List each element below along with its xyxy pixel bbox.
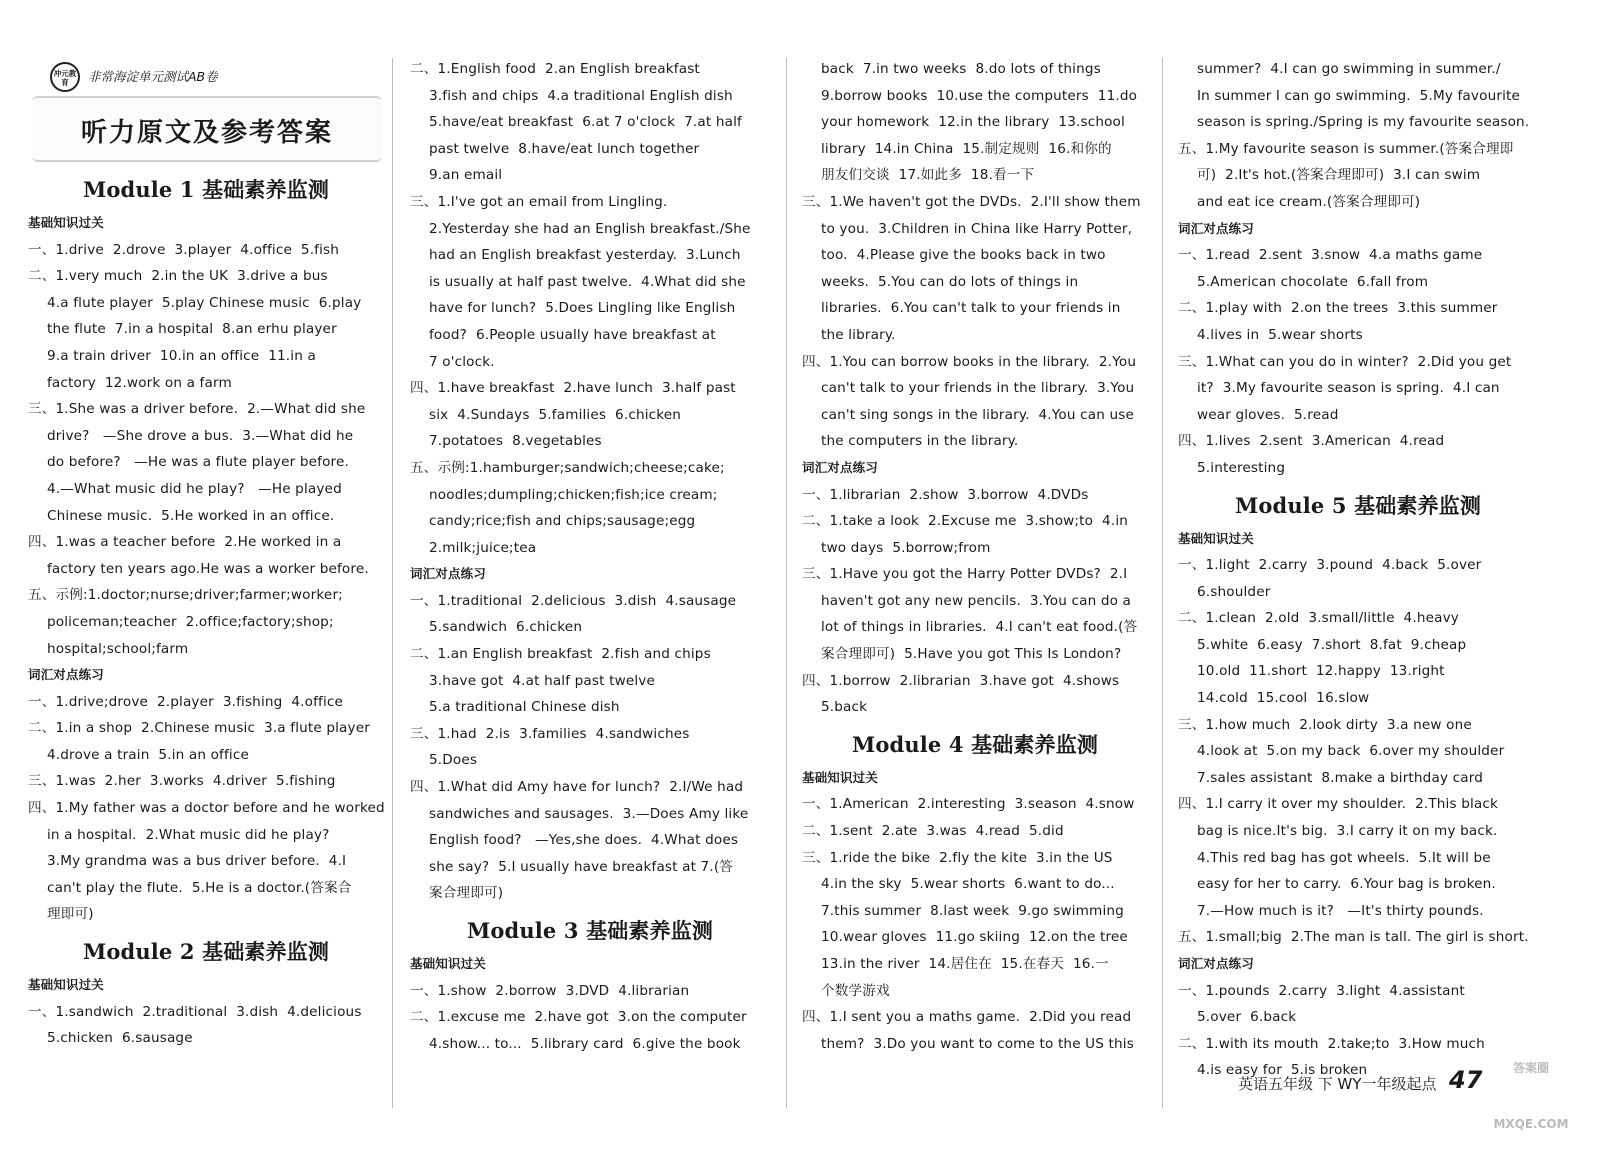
answer-line: easy for her to carry. 6.Your bag is broken.: [1197, 876, 1496, 893]
answer-line: 三、1.I've got an email from Lingling.: [410, 193, 668, 210]
answer-line: 二、1.excuse me 2.have got 3.on the computer: [410, 1009, 747, 1026]
answer-line: bag is nice.It's big. 3.I carry it on my back.: [1197, 823, 1498, 840]
answer-line: 5.over 6.back: [1197, 1009, 1297, 1026]
section-heading: 基础知识过关: [410, 956, 486, 971]
answer-line: 五、示例:1.doctor;nurse;driver;farmer;worker;: [28, 587, 343, 604]
section-heading: 基础知识过关: [28, 977, 104, 993]
answer-line: six 4.Sundays 5.families 6.chicken: [429, 406, 682, 423]
answer-line: and eat ice cream.(答案合理即可): [1197, 193, 1421, 210]
answer-line: drive? —She drove a bus. 3.—What did he: [47, 427, 354, 444]
answer-line: 一、1.traditional 2.delicious 3.dish 4.sausage: [410, 592, 737, 609]
answer-line: 三、1.What can you do in winter? 2.Did you get: [1178, 353, 1512, 370]
answer-line: 一、1.light 2.carry 3.pound 4.back 5.over: [1178, 557, 1482, 574]
answer-column-4: [1178, 56, 1538, 1084]
answer-line: 三、1.We haven't got the DVDs. 2.I'll show them: [802, 193, 1141, 210]
answer-line: 4.show... to... 5.library card 6.give the book: [429, 1035, 741, 1052]
answer-line: do before? —He was a flute player before.: [47, 454, 349, 471]
answer-line: 朋友们交谈 17.如此多 18.看一下: [821, 167, 1035, 184]
answer-line: policeman;teacher 2.office;factory;shop;: [47, 613, 334, 630]
answer-line: 一、1.librarian 2.show 3.borrow 4.DVDs: [802, 486, 1089, 503]
answer-line: hospital;school;farm: [47, 640, 189, 657]
answer-line: 9.borrow books 10.use the computers 11.do: [821, 87, 1138, 104]
answer-line: them? 3.Do you want to come to the US this: [821, 1035, 1134, 1052]
answer-line: 四、1.I carry it over my shoulder. 2.This black: [1178, 796, 1499, 813]
answer-line: summer? 4.I can go swimming in summer./: [1197, 61, 1501, 77]
answer-line: 三、1.Have you got the Harry Potter DVDs? 2.I: [802, 566, 1128, 583]
answer-line: it? 3.My favourite season is spring. 4.I can: [1197, 380, 1500, 397]
page-number: 47: [1449, 1066, 1483, 1094]
answer-line: sandwiches and sausages. 3.—Does Amy like: [429, 805, 749, 822]
answer-line: to you. 3.Children in China like Harry Potter,: [821, 220, 1133, 237]
section-heading: 词汇对点练习: [1178, 220, 1254, 236]
answer-line: 10.wear gloves 11.go skiing 12.on the tree: [821, 929, 1128, 946]
answer-line: can't sing songs in the library. 4.You can use: [821, 406, 1134, 423]
answer-column-3: [802, 56, 1148, 1057]
answer-line: can't play the flute. 5.He is a doctor.(答案合: [47, 879, 352, 896]
answer-line: 13.in the river 14.居住在 15.在春天 16.一: [821, 956, 1109, 972]
answer-line: 4.This red bag has got wheels. 5.It will be: [1197, 849, 1491, 866]
title-banner: [32, 96, 382, 162]
answer-line: 一、1.drive 2.drove 3.player 4.office 5.fish: [28, 241, 340, 258]
section-heading: 基础知识过关: [802, 769, 878, 785]
answer-line: 5.back: [821, 699, 868, 716]
answer-line: factory ten years ago.He was a worker before.: [47, 560, 369, 577]
brand-header: [46, 62, 376, 96]
answer-line: the flute 7.in a hospital 8.an erhu player: [47, 321, 337, 338]
section-heading: 词汇对点练习: [1178, 956, 1254, 971]
answer-line: 四、1.You can borrow books in the library. 2.You: [802, 353, 1137, 370]
answer-line: 理即可): [47, 906, 94, 923]
answer-line: 9.an email: [429, 167, 503, 184]
answer-line: 2.Yesterday she had an English breakfast./She: [429, 220, 751, 237]
answer-line: 四、1.lives 2.sent 3.American 4.read: [1178, 433, 1445, 450]
answer-line: the library.: [821, 326, 896, 343]
watermark-logo: 答案圈 MXQE.COM: [1493, 1061, 1569, 1131]
answer-line: 二、1.very much 2.in the UK 3.drive a bus: [28, 268, 328, 285]
answer-line: 四、1.I sent you a maths game. 2.Did you read: [802, 1009, 1132, 1026]
answer-line: library 14.in China 15.制定规则 16.和你的: [821, 140, 1112, 157]
answer-line: 一、1.American 2.interesting 3.season 4.snow: [802, 796, 1135, 813]
section-heading: 词汇对点练习: [410, 566, 486, 582]
answer-line: In summer I can go swimming. 5.My favourite: [1197, 87, 1520, 104]
answer-line: two days 5.borrow;from: [821, 539, 991, 556]
answer-line: haven't got any new pencils. 3.You can do a: [821, 592, 1132, 609]
answer-line: wear gloves. 5.read: [1197, 406, 1339, 423]
answer-line: 二、1.with its mouth 2.take;to 3.How much: [1178, 1035, 1485, 1052]
answer-line: back 7.in two weeks 8.do lots of things: [821, 61, 1101, 77]
answer-line: 2.milk;juice;tea: [429, 539, 537, 556]
answer-line: can't talk to your friends in the library. 3.You: [821, 380, 1135, 397]
answer-line: 7.sales assistant 8.make a birthday card: [1197, 769, 1483, 786]
answer-line: 三、1.She was a driver before. 2.—What did she: [28, 401, 366, 418]
answer-line: 可) 2.It's hot.(答案合理即可) 3.I can swim: [1197, 167, 1481, 184]
answer-line: noodles;dumpling;chicken;fish;ice cream;: [429, 486, 718, 503]
answer-line: 五、示例:1.hamburger;sandwich;cheese;cake;: [410, 459, 725, 476]
answer-line: 4.is easy for 5.is broken: [1197, 1062, 1368, 1079]
answer-line: 个数学游戏: [821, 982, 890, 999]
answer-line: season is spring./Spring is my favourite season.: [1197, 114, 1530, 131]
answer-line: 二、1.play with 2.on the trees 3.this summer: [1178, 300, 1498, 317]
answer-line: 4.drove a train 5.in an office: [47, 746, 249, 763]
answer-line: 一、1.drive;drove 2.player 3.fishing 4.office: [28, 693, 344, 710]
answer-line: 四、1.My father was a doctor before and he worked: [28, 800, 385, 817]
answer-line: lot of things in libraries. 4.I can't eat food.(答: [821, 619, 1138, 636]
answer-line: past twelve 8.have/eat lunch together: [429, 140, 700, 157]
section-heading: 词汇对点练习: [802, 459, 878, 475]
page-title: 听力原文及参考答案: [80, 118, 333, 148]
answer-line: 5.interesting: [1197, 459, 1286, 476]
answer-line: 二、1.take a look 2.Excuse me 3.show;to 4.in: [802, 513, 1129, 530]
module-heading: Module 1 基础素养监测: [82, 177, 330, 202]
answer-line: 5.American chocolate 6.fall from: [1197, 273, 1429, 290]
answer-line: 一、1.show 2.borrow 3.DVD 4.librarian: [410, 982, 690, 999]
module-heading: Module 2 基础素养监测: [82, 939, 330, 965]
series-name: 非常海淀单元测试AB卷: [88, 69, 218, 84]
answer-line: 三、1.had 2.is 3.families 4.sandwiches: [410, 725, 690, 742]
answer-line: weeks. 5.You can do lots of things in: [821, 273, 1079, 290]
answer-line: 5.chicken 6.sausage: [47, 1030, 193, 1047]
answer-column-1: [28, 166, 384, 1052]
answer-line: 4.—What music did he play? —He played: [47, 480, 342, 497]
answer-line: 10.old 11.short 12.happy 13.right: [1197, 663, 1445, 680]
module-heading: Module 3 基础素养监测: [466, 918, 714, 943]
section-heading: 基础知识过关: [1178, 530, 1254, 546]
publisher-logo: 冲元教育: [50, 62, 80, 92]
module-heading: Module 5 基础素养监测: [1234, 492, 1482, 518]
column-divider: [786, 58, 787, 1108]
answer-line: had an English breakfast yesterday. 3.Lunch: [429, 247, 741, 264]
answer-line: 五、1.small;big 2.The man is tall. The girl is short.: [1178, 929, 1529, 946]
answer-line: is usually at half past twelve. 4.What did she: [429, 273, 746, 290]
answer-line: food? 6.People usually have breakfast at: [429, 326, 716, 343]
answer-line: 5.Does: [429, 752, 478, 769]
answer-line: English food? —Yes,she does. 4.What does: [429, 832, 739, 849]
answer-line: 4.a flute player 5.play Chinese music 6.play: [47, 294, 362, 311]
section-heading: 词汇对点练习: [28, 667, 104, 683]
answer-line: 7.—How much is it? —It's thirty pounds.: [1197, 902, 1484, 919]
answer-line: 三、1.how much 2.look dirty 3.a new one: [1178, 716, 1472, 733]
module-heading: Module 4 基础素养监测: [851, 731, 1099, 757]
answer-line: 7.this summer 8.last week 9.go swimming: [821, 902, 1124, 919]
answer-line: 二、1.in a shop 2.Chinese music 3.a flute player: [28, 720, 370, 737]
footer-label: 英语五年级 下 WY一年级起点: [1238, 1075, 1437, 1093]
answer-line: 4.look at 5.on my back 6.over my shoulder: [1197, 743, 1505, 760]
answer-line: 4.lives in 5.wear shorts: [1197, 326, 1363, 343]
answer-line: 3.fish and chips 4.a traditional English dish: [429, 87, 733, 104]
answer-line: your homework 12.in the library 13.school: [821, 114, 1125, 131]
answer-line: 4.in the sky 5.wear shorts 6.want to do...: [821, 876, 1115, 893]
answer-line: too. 4.Please give the books back in two: [821, 247, 1106, 264]
column-divider: [392, 58, 393, 1108]
answer-line: 四、1.was a teacher before 2.He worked in a: [28, 534, 342, 551]
answer-column-2: [410, 56, 770, 1057]
answer-line: 四、1.borrow 2.librarian 3.have got 4.shows: [802, 672, 1120, 689]
answer-line: factory 12.work on a farm: [47, 374, 232, 391]
answer-line: 二、1.clean 2.old 3.small/little 4.heavy: [1178, 610, 1459, 627]
answer-line: 一、1.pounds 2.carry 3.light 4.assistant: [1178, 982, 1465, 999]
section-heading: 基础知识过关: [28, 215, 104, 230]
answer-line: 二、1.English food 2.an English breakfast: [410, 61, 700, 77]
answer-line: 5.white 6.easy 7.short 8.fat 9.cheap: [1197, 636, 1467, 653]
answer-line: 三、1.was 2.her 3.works 4.driver 5.fishing: [28, 773, 336, 790]
answer-line: 案合理即可): [429, 885, 504, 902]
answer-line: 9.a train driver 10.in an office 11.in a: [47, 347, 316, 364]
answer-line: 四、1.What did Amy have for lunch? 2.I/We had: [410, 779, 744, 796]
answer-line: in a hospital. 2.What music did he play?: [47, 826, 330, 843]
answer-line: 3.My grandma was a bus driver before. 4.I: [47, 853, 347, 870]
answer-line: 5.sandwich 6.chicken: [429, 619, 583, 636]
answer-line: candy;rice;fish and chips;sausage;egg: [429, 513, 696, 530]
answer-line: 5.have/eat breakfast 6.at 7 o'clock 7.at half: [429, 114, 742, 131]
answer-line: Chinese music. 5.He worked in an office.: [47, 507, 335, 524]
answer-line: the computers in the library.: [821, 433, 1019, 450]
answer-line: 二、1.sent 2.ate 3.was 4.read 5.did: [802, 823, 1064, 840]
answer-line: 6.shoulder: [1197, 583, 1271, 600]
answer-line: she say? 5.I usually have breakfast at 7.(答: [429, 858, 734, 875]
answer-line: 四、1.have breakfast 2.have lunch 3.half past: [410, 380, 736, 397]
answer-line: 7.potatoes 8.vegetables: [429, 433, 602, 450]
answer-line: 三、1.ride the bike 2.fly the kite 3.in the US: [802, 849, 1113, 866]
answer-line: 一、1.sandwich 2.traditional 3.dish 4.delicious: [28, 1003, 362, 1020]
answer-line: 五、1.My favourite season is summer.(答案合理即: [1178, 140, 1514, 157]
answer-line: have for lunch? 5.Does Lingling like English: [429, 300, 736, 317]
answer-line: 一、1.read 2.sent 3.snow 4.a maths game: [1178, 247, 1483, 264]
answer-line: libraries. 6.You can't talk to your friends in: [821, 300, 1121, 317]
answer-line: 7 o'clock.: [429, 353, 495, 370]
column-divider: [1162, 58, 1163, 1108]
answer-line: 案合理即可) 5.Have you got This Is London?: [821, 646, 1122, 663]
answer-line: 5.a traditional Chinese dish: [429, 699, 620, 716]
answer-line: 3.have got 4.at half past twelve: [429, 672, 655, 689]
answer-line: 14.cold 15.cool 16.slow: [1197, 690, 1370, 707]
answer-line: 二、1.an English breakfast 2.fish and chips: [410, 646, 711, 663]
